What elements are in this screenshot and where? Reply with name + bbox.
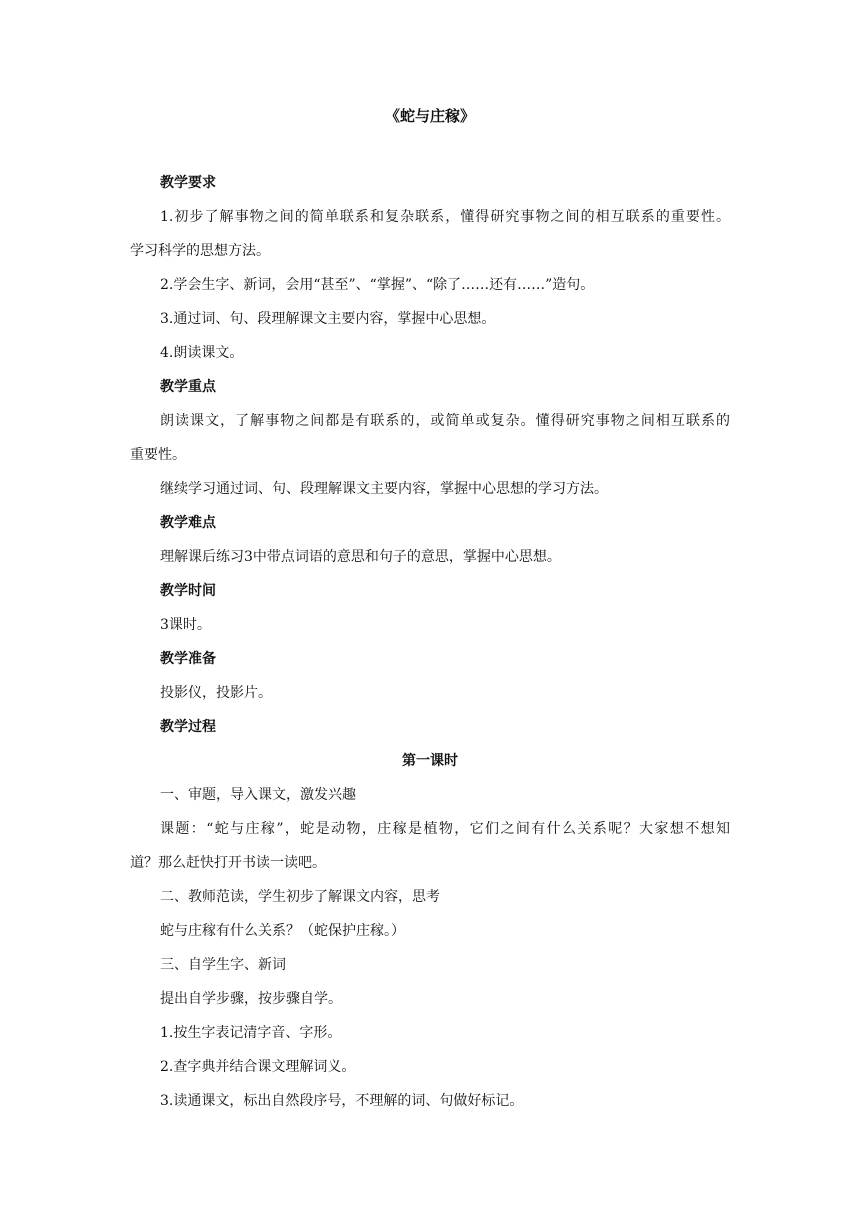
requirement-3: 3.通过词、句、段理解课文主要内容，掌握中心思想。 [160, 311, 496, 327]
step-3-heading: 三、自学生字、新词 [160, 957, 286, 973]
section-heading-requirements: 教学要求 [160, 175, 216, 191]
requirement-1-line-1: 1.初步了解事物之间的简单联系和复杂联系，懂得研究事物之间的相互联系的重要性。 [160, 209, 730, 225]
step-1-heading: 一、审题，导入课文，激发兴趣 [160, 787, 356, 803]
requirement-4: 4.朗读课文。 [160, 345, 244, 361]
lesson-1-heading: 第一课时 [402, 753, 458, 769]
document-title: 《蛇与庄稼》 [384, 107, 475, 125]
step-3-item-2: 2.查字典并结合课文理解词义。 [160, 1059, 356, 1075]
requirement-1-line-2: 学习科学的思想方法。 [130, 243, 270, 259]
section-heading-difficulty: 教学难点 [160, 515, 216, 531]
step-1-paragraph-line-2: 道？那么赶快打开书读一读吧。 [130, 855, 326, 871]
requirement-1 [130, 200, 730, 268]
time-paragraph: 3课时。 [160, 617, 211, 633]
step-1-paragraph-line-1: 课题：“蛇与庄稼”，蛇是动物，庄稼是植物，它们之间有什么关系呢？大家想不想知 [160, 821, 730, 837]
focus-paragraph-2: 继续学习通过词、句、段理解课文主要内容，掌握中心思想的学习方法。 [160, 481, 608, 497]
section-heading-process: 教学过程 [160, 719, 216, 735]
section-heading-time: 教学时间 [160, 583, 216, 599]
section-heading-preparation: 教学准备 [160, 651, 216, 667]
step-3-item-3: 3.读通课文，标出自然段序号，不理解的词、句做好标记。 [160, 1093, 524, 1109]
step-2-heading: 二、教师范读，学生初步了解课文内容，思考 [160, 889, 440, 905]
step-3-paragraph: 提出自学步骤，按步骤自学。 [160, 991, 342, 1007]
focus-paragraph-1-line-1: 朗读课文，了解事物之间都是有联系的，或简单或复杂。懂得研究事物之间相互联系的 [160, 413, 730, 429]
focus-paragraph-1 [130, 404, 730, 472]
focus-paragraph-1-line-2: 重要性。 [130, 447, 186, 463]
preparation-paragraph: 投影仪，投影片。 [160, 685, 272, 701]
step-2-paragraph: 蛇与庄稼有什么关系？（蛇保护庄稼。） [160, 923, 405, 939]
difficulty-paragraph: 理解课后练习3中带点词语的意思和句子的意思，掌握中心思想。 [160, 549, 561, 565]
step-1-paragraph [130, 812, 730, 880]
requirement-2: 2.学会生字、新词，会用“甚至”、“掌握”、“除了……还有……”造句。 [160, 277, 595, 293]
document-body [130, 166, 730, 1118]
section-heading-focus: 教学重点 [160, 379, 216, 395]
step-3-item-1: 1.按生字表记清字音、字形。 [160, 1025, 342, 1041]
